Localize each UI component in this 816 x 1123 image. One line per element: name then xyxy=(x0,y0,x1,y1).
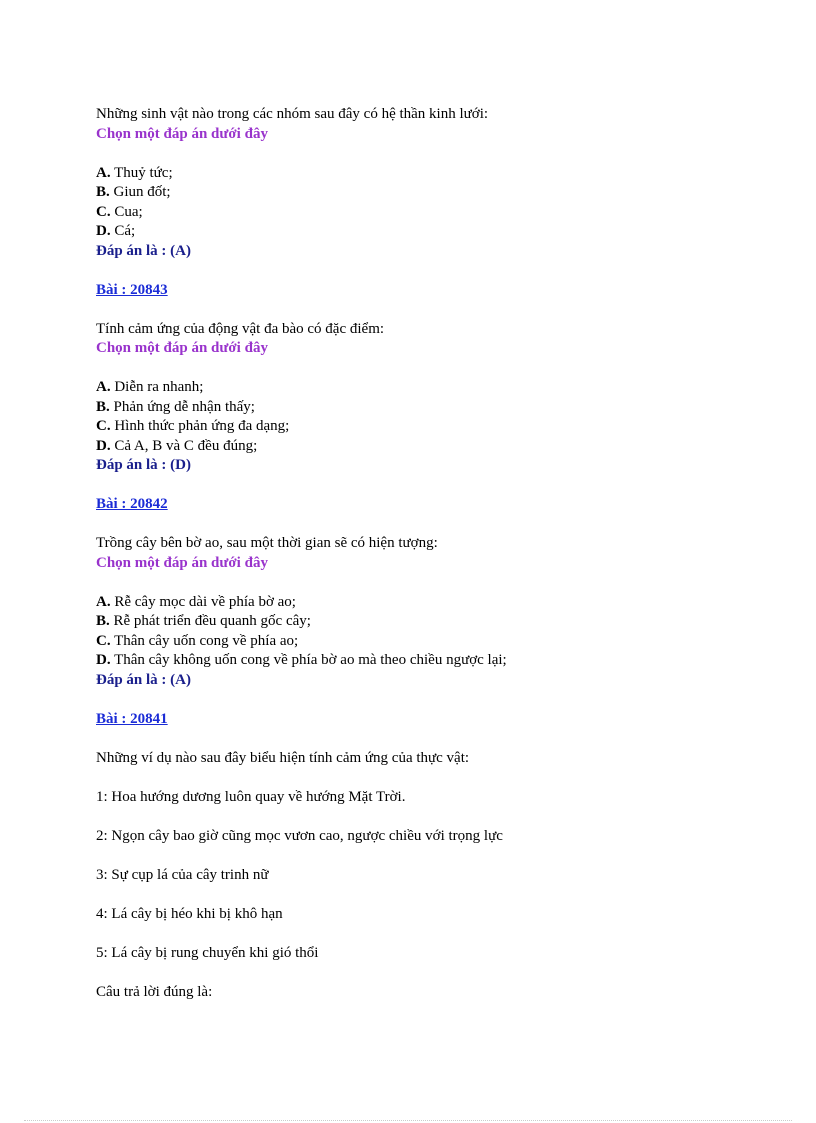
statement-item: 4: Lá cây bị héo khi bị khô hạn xyxy=(96,905,283,922)
option-letter: A. xyxy=(96,164,111,181)
question-block xyxy=(96,105,756,261)
page-bottom-divider xyxy=(24,1120,792,1121)
statement-item: 5: Lá cây bị rung chuyển khi gió thổi xyxy=(96,944,319,961)
choose-prompt: Chọn một đáp án dưới đây xyxy=(96,125,268,142)
answer-text: Đáp án là : (A) xyxy=(96,671,192,688)
option-letter: C. xyxy=(96,418,111,434)
option-letter: D. xyxy=(96,652,111,668)
answer-text: Đáp án là : (A) xyxy=(96,242,192,259)
option-b xyxy=(96,398,756,418)
option-text: Thân cây uốn cong về phía ao; xyxy=(110,632,299,649)
option-text: Rễ cây mọc dài về phía bờ ao; xyxy=(110,593,296,610)
question-text: Những sinh vật nào trong các nhóm sau đây có hệ thần kinh lưới: xyxy=(96,106,489,122)
option-text: Cá; xyxy=(110,223,136,239)
question-text: Trồng cây bên bờ ao, sau một thời gian sẽ có hiện tượng: xyxy=(96,535,438,551)
option-text: Cua; xyxy=(110,203,143,220)
option-text: Thân cây không uốn cong về phía bờ ao mà theo chiều ngược lại; xyxy=(110,652,507,668)
question-block xyxy=(96,710,756,1003)
option-text: Phản ứng dễ nhận thấy; xyxy=(109,398,255,415)
option-text: Hình thức phản ứng đa dạng; xyxy=(110,418,290,434)
statement-item: 2: Ngọn cây bao giờ cũng mọc vươn cao, ngược chiều với trọng lực xyxy=(96,827,503,844)
option-b xyxy=(96,612,756,632)
option-letter: C. xyxy=(96,632,111,649)
bai-link[interactable]: Bài : 20841 xyxy=(96,710,168,727)
option-letter: D. xyxy=(96,437,111,454)
option-c xyxy=(96,632,756,652)
bai-link[interactable]: Bài : 20843 xyxy=(96,281,168,298)
option-letter: B. xyxy=(96,398,110,415)
document-body xyxy=(96,105,756,1002)
option-text: Cả A, B và C đều đúng; xyxy=(110,437,258,454)
option-c xyxy=(96,203,756,223)
question-block xyxy=(96,495,756,690)
option-text: Giun đốt; xyxy=(109,184,171,200)
question-text: Những ví dụ nào sau đây biểu hiện tính cảm ứng của thực vật: xyxy=(96,749,470,766)
option-a xyxy=(96,164,756,184)
choose-prompt: Chọn một đáp án dưới đây xyxy=(96,554,268,571)
option-c xyxy=(96,417,756,437)
option-d xyxy=(96,437,756,457)
option-d xyxy=(96,651,756,671)
question-text: Tính cảm ứng của động vật đa bào có đặc điểm: xyxy=(96,320,385,337)
option-text: Rễ phát triển đều quanh gốc cây; xyxy=(109,613,311,629)
statement-item: 1: Hoa hướng dương luôn quay về hướng Mặt Trời. xyxy=(96,788,406,805)
question-block xyxy=(96,281,756,476)
option-letter: A. xyxy=(96,379,111,395)
option-d xyxy=(96,222,756,242)
answer-text: Đáp án là : (D) xyxy=(96,457,192,473)
choose-prompt: Chọn một đáp án dưới đây xyxy=(96,340,268,356)
option-text: Diễn ra nhanh; xyxy=(110,379,204,395)
bai-link[interactable]: Bài : 20842 xyxy=(96,496,168,512)
option-letter: C. xyxy=(96,203,111,220)
statement-item: 3: Sự cụp lá của cây trinh nữ xyxy=(96,866,269,883)
option-text: Thuỷ tức; xyxy=(110,164,173,181)
closing-text: Câu trả lời đúng là: xyxy=(96,983,213,1000)
option-a xyxy=(96,593,756,613)
option-letter: A. xyxy=(96,593,111,610)
option-letter: B. xyxy=(96,613,110,629)
option-letter: D. xyxy=(96,223,111,239)
option-b xyxy=(96,183,756,203)
option-letter: B. xyxy=(96,184,110,200)
option-a xyxy=(96,378,756,398)
